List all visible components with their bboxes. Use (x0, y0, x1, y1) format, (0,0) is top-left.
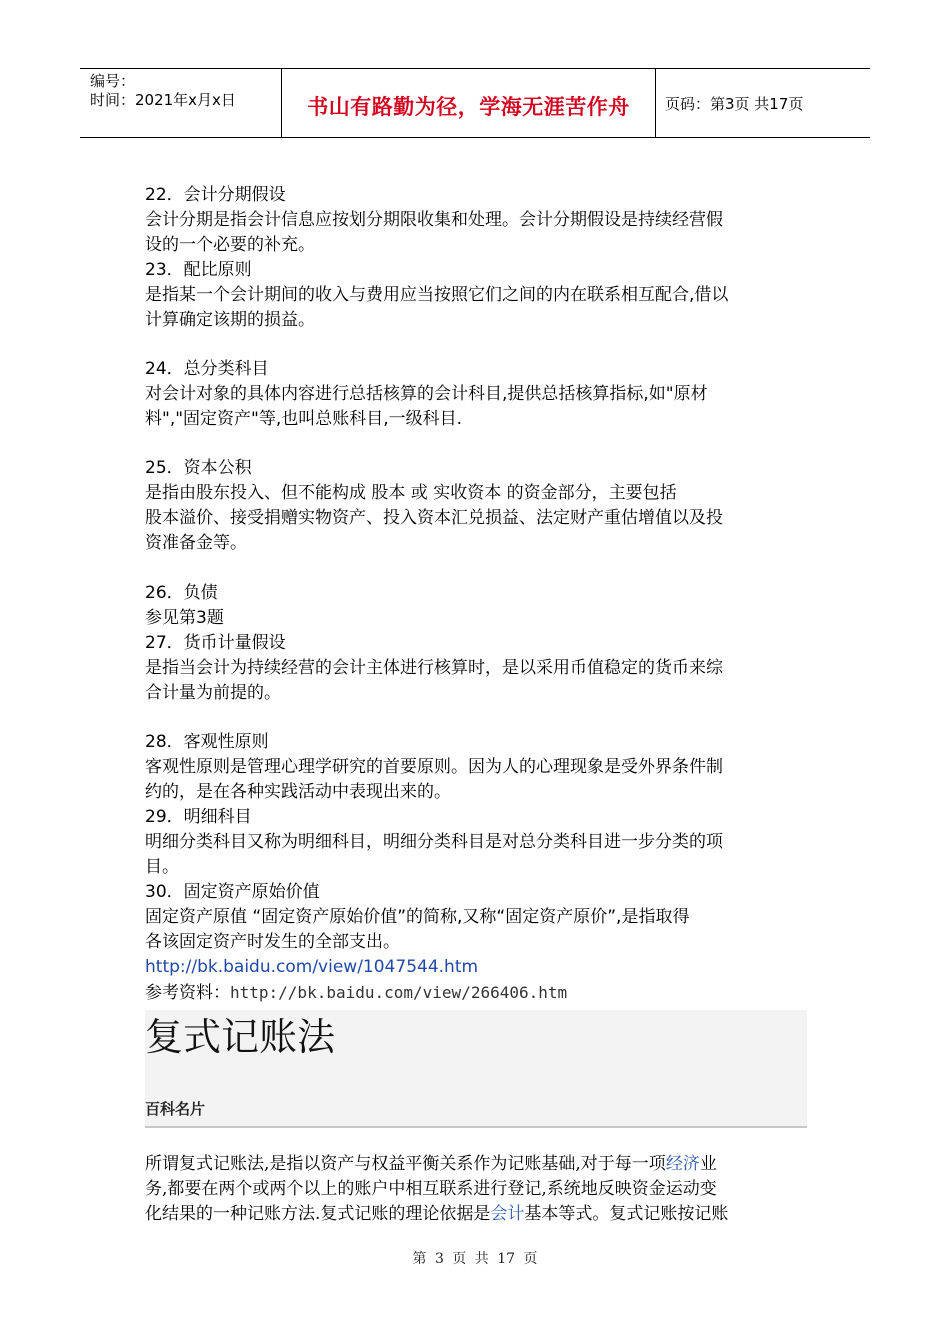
item-text: 股本溢价、接受捐赠实物资产、投入资本汇兑损益、法定财产重估增值以及投 (145, 508, 723, 528)
reference-label: 参考资料： (145, 983, 230, 1003)
item-text: 设的一个必要的补充。 (145, 235, 315, 255)
baike-title: 复式记账法 (145, 1015, 336, 1059)
item-text: 各该固定资产时发生的全部支出。 (145, 932, 400, 952)
baike-text: 基本等式。复式记账按记账 (524, 1204, 729, 1224)
item-text: 明细分类科目又称为明细科目，明细分类科目是对总分类科目进一步分类的项 (145, 832, 723, 852)
page-header (80, 68, 870, 138)
baike-paragraph-line: 务,都要在两个或两个以上的账户中相互联系进行登记,系统地反映资金运动变 (145, 1179, 717, 1199)
baidu-link[interactable]: http://bk.baidu.com/view/1047544.htm (145, 957, 479, 977)
item-text: 是指某一个会计期间的收入与费用应当按照它们之间的内在联系相互配合,借以 (145, 285, 729, 305)
item-text: 资准备金等。 (145, 533, 247, 553)
item-title-30: 30．固定资产原始价值 (145, 882, 320, 902)
baike-paragraph-line (145, 1202, 810, 1227)
item-text: 目。 (145, 857, 179, 877)
item-title-23: 23．配比原则 (145, 260, 252, 280)
item-title-22: 22．会计分期假设 (145, 185, 286, 205)
item-title-27: 27．货币计量假设 (145, 633, 286, 653)
item-text: 料","固定资产"等,也叫总账科目,一级科目. (145, 409, 463, 429)
item-title-29: 29．明细科目 (145, 807, 252, 827)
baike-link-accounting[interactable]: 会计 (490, 1204, 525, 1224)
header-page-cell (655, 69, 870, 137)
header-motto: 书山有路勤为径，学海无涯苦作舟 (307, 95, 630, 119)
baike-paragraph-line (145, 1152, 810, 1177)
header-page-info: 页码：第3页 共17页 (665, 95, 804, 113)
item-title-26: 26．负债 (145, 583, 218, 603)
item-text: 合计量为前提的。 (145, 683, 281, 703)
item-text: 固定资产原值 “固定资产原始价值”的简称,又称“固定资产原价”,是指取得 (145, 907, 690, 927)
item-text: 客观性原则是管理心理学研究的首要原则。因为人的心理现象是受外界条件制 (145, 757, 723, 777)
item-text: 会计分期是指会计信息应按划分期限收集和处理。会计分期假设是持续经营假 (145, 210, 723, 230)
doc-date-label: 时间：2021年x月x日 (90, 91, 236, 109)
item-text: 约的，是在各种实践活动中表现出来的。 (145, 782, 451, 802)
item-text: 参见第3题 (145, 608, 224, 628)
baike-link-economy[interactable]: 经济 (665, 1154, 700, 1174)
reference-url[interactable]: http://bk.baidu.com/view/266406.htm (230, 983, 568, 1002)
item-text: 对会计对象的具体内容进行总括核算的会计科目,提供总括核算指标,如"原材 (145, 384, 708, 404)
item-title-28: 28．客观性原则 (145, 732, 269, 752)
item-text: 是指由股东投入、但不能构成 股本 或 实收资本 的资金部分，主要包括 (145, 483, 677, 503)
page-footer: 第 3 页 共 17 页 (412, 1251, 538, 1267)
baike-header-panel (145, 1010, 807, 1128)
item-title-25: 25．资本公积 (145, 458, 252, 478)
baike-text: 所谓复式记账法,是指以资产与权益平衡关系作为记账基础,对于每一项 (145, 1154, 666, 1174)
item-title-24: 24．总分类科目 (145, 359, 269, 379)
header-motto-cell (281, 69, 656, 137)
item-text: 是指当会计为持续经营的会计主体进行核算时，是以采用币值稳定的货币来综 (145, 658, 723, 678)
reference-line (145, 980, 810, 1006)
item-text: 计算确定该期的损益。 (145, 310, 315, 330)
baike-card-label: 百科名片 (145, 1100, 206, 1118)
doc-number-label: 编号： (90, 72, 136, 90)
baike-text: 化结果的一种记账方法.复式记账的理论依据是 (145, 1204, 491, 1224)
header-meta-cell (80, 69, 281, 137)
baike-text: 业 (699, 1154, 717, 1174)
